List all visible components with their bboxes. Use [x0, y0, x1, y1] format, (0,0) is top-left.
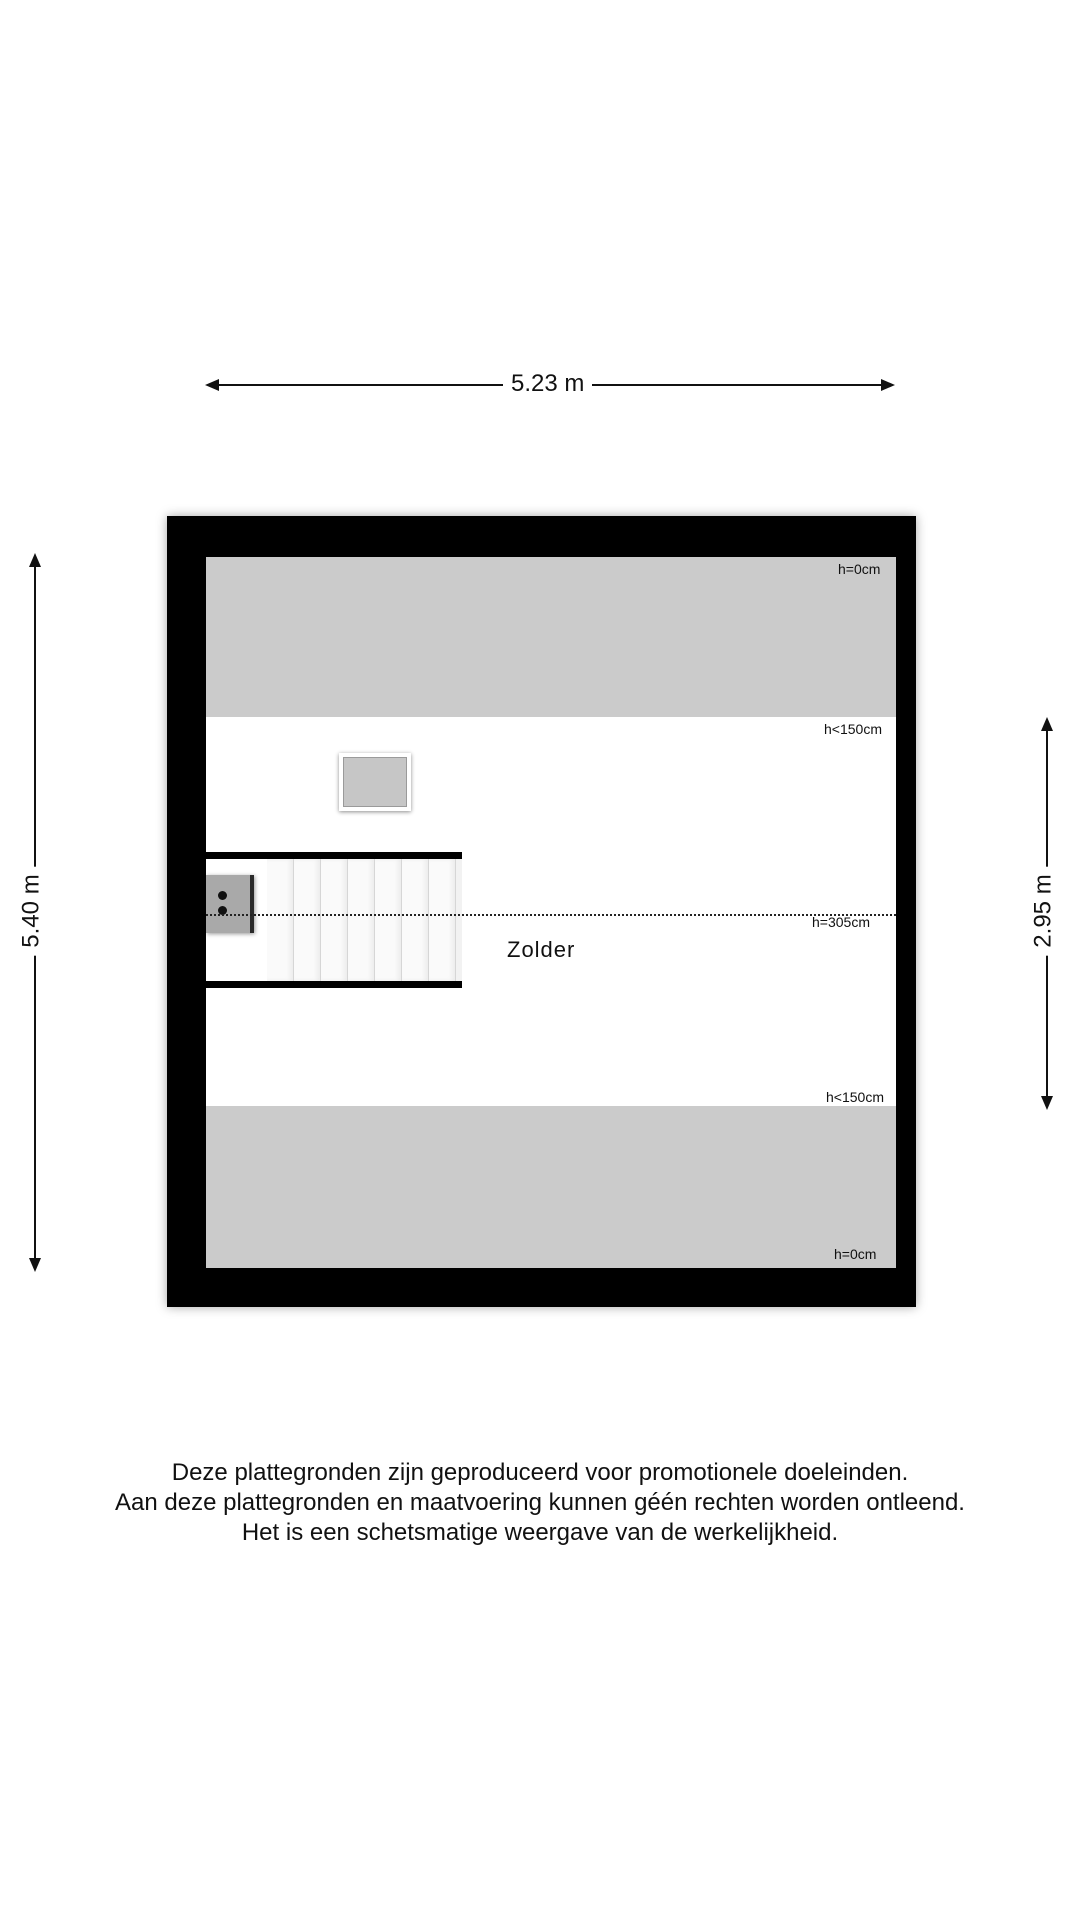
low-ceiling-zone-top [206, 557, 896, 717]
stair-railing-bottom [206, 981, 462, 988]
stair-step [429, 859, 456, 981]
low-ceiling-zone-bottom [206, 1106, 896, 1268]
stair-railing-top [206, 852, 462, 859]
disclaimer-line-3: Het is een schetsmatige weergave van de werkelijkheid. [241, 1519, 839, 1546]
width-arrow-right [881, 379, 895, 391]
disclaimer [0, 1458, 1080, 1548]
stair-step [402, 859, 429, 981]
hatch-handle [218, 891, 227, 900]
height-marker-bottom-eave: h=0cm [834, 1246, 877, 1262]
height-marker-bottom-slope: h<150cm [826, 1089, 884, 1105]
disclaimer-line-2: Aan deze plattegronden en maatvoering kunnen géén rechten worden ontleend. [115, 1489, 965, 1516]
skylight-glass [343, 757, 407, 807]
disclaimer-line-1: Deze plattegronden zijn geproduceerd voor promotionele doeleinden. [171, 1459, 909, 1486]
width-dimension-label: 5.23 m [503, 370, 592, 398]
stair-step [348, 859, 375, 981]
height-dimension-label: 5.40 m [18, 866, 46, 955]
stair-step [294, 859, 321, 981]
stair-step [321, 859, 348, 981]
height-arrow-down [29, 1258, 41, 1272]
floor-plan-interior [206, 557, 896, 1268]
room-label-zolder: Zolder [507, 937, 576, 962]
stair-step [375, 859, 402, 981]
skylight [339, 753, 411, 811]
floor-hatch [206, 875, 254, 933]
staircase [267, 859, 462, 981]
floor-hatch-panel [206, 875, 250, 933]
side-height-arrow-down [1041, 1096, 1053, 1110]
height-marker-top-slope: h<150cm [824, 721, 882, 737]
height-marker-ridge: h=305cm [812, 914, 870, 930]
height-marker-top-eave: h=0cm [838, 561, 881, 577]
ridge-line [206, 914, 896, 916]
stair-step [267, 859, 294, 981]
hatch-hinge [250, 875, 254, 933]
side-height-dimension-label: 2.95 m [1030, 866, 1058, 955]
